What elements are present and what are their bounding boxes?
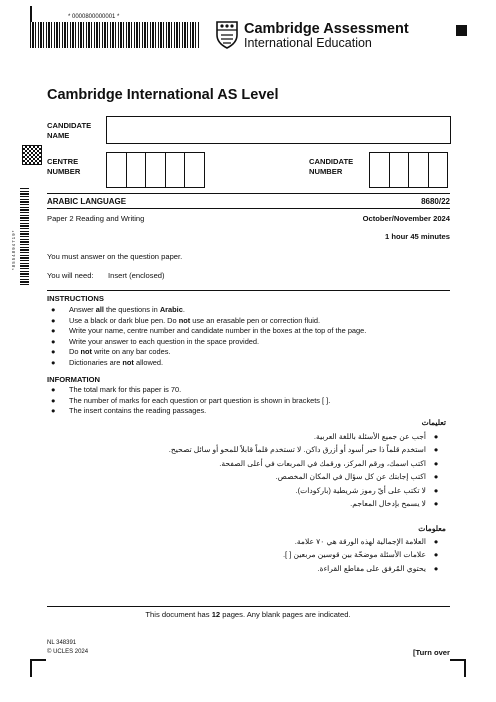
- information-list: [48, 385, 330, 417]
- digit-box[interactable]: [165, 152, 186, 188]
- candidate-name-label: CANDIDATE NAME: [47, 121, 92, 140]
- crop-mark-bottom-left-h: [30, 659, 46, 661]
- crop-mark-bottom-right-h: [450, 659, 466, 661]
- side-barcode-number: * 8 5 5 4 8 9 4 7 1 9 *: [11, 230, 16, 270]
- digit-box[interactable]: [126, 152, 147, 188]
- digit-box[interactable]: [408, 152, 429, 188]
- arabic-instructions-heading: تعليمات: [421, 418, 446, 427]
- paper-name: Paper 2 Reading and Writing: [47, 214, 145, 223]
- centre-number-label: CENTRE NUMBER: [47, 157, 81, 176]
- list-item: ● اكتب إجابتك عن كل سؤال في المكان المخصص.: [275, 472, 439, 482]
- candidate-name-field[interactable]: [106, 116, 451, 144]
- list-item: ● The total mark for this paper is 70.: [51, 385, 182, 394]
- duration: 1 hour 45 minutes: [385, 232, 450, 241]
- divider: [47, 208, 450, 209]
- list-item: ● لا يسمح بإدخال المعاجم.: [350, 499, 439, 509]
- list-item: ● لا تكتب على أيّ رموز شريطية (باركودات).: [295, 485, 439, 495]
- divider: [47, 290, 450, 291]
- arabic-instructions-list: [169, 430, 446, 510]
- side-barcode: [20, 187, 29, 285]
- list-item: ● Write your answer to each question in the space provided.: [51, 336, 260, 346]
- information-heading: INFORMATION: [47, 375, 101, 384]
- arabic-information-heading: معلومات: [418, 524, 446, 533]
- centre-number-boxes[interactable]: [107, 152, 205, 188]
- turn-over: [Turn over: [413, 648, 450, 657]
- list-item: ● استخدم قلماً ذا حبر أسود أو أزرق داكن. لا تستخدم قلماً قابلاً للمحو أو سائل تصحيح.: [168, 445, 439, 455]
- page-title: Cambridge International AS Level: [47, 87, 279, 103]
- list-item: ● The number of marks for each question or part question is shown in brackets [ ].: [51, 395, 331, 405]
- paper-code: 8680/22: [421, 197, 450, 206]
- list-item: ● Write your name, centre number and candidate number in the boxes at the top of the page.: [51, 326, 367, 336]
- list-item: ● اكتب اسمك، ورقم المركز، ورقمك في المربعات في أعلى الصفحة.: [219, 458, 439, 468]
- list-item: ● Answer all the questions in Arabic.: [51, 305, 185, 314]
- crest-icon: [216, 21, 238, 49]
- top-barcode: [30, 22, 200, 48]
- list-item: ● أجب عن جميع الأسئلة باللغة العربية.: [313, 432, 439, 441]
- list-item: ● يحتوي المُرفق على مقاطع القراءة.: [317, 563, 439, 573]
- divider: [47, 193, 450, 194]
- session: October/November 2024: [362, 214, 450, 223]
- list-item: ● العلامة الإجمالية لهذه الورقة هي ٧٠ علامة.: [294, 537, 439, 546]
- candidate-number-label: CANDIDATE NUMBER: [309, 157, 354, 176]
- list-item: ● The insert contains the reading passages.: [51, 406, 207, 416]
- barcode-number: * 0000800000001 *: [68, 14, 120, 20]
- digit-box[interactable]: [389, 152, 410, 188]
- list-item: ● Use a black or dark blue pen. Do not use an erasable pen or correction fluid.: [51, 315, 321, 325]
- crop-mark-bottom-left: [30, 659, 32, 677]
- digit-box[interactable]: [184, 152, 205, 188]
- arabic-information-list: [283, 535, 446, 575]
- page-count-note: This document has 12 pages. Any blank pages are indicated.: [145, 610, 351, 619]
- logo-line2: International Education: [244, 36, 372, 50]
- reference-code: NL 348391: [47, 640, 77, 646]
- list-item: ● Dictionaries are not allowed.: [51, 357, 164, 367]
- crop-mark-bottom-right: [464, 659, 466, 677]
- digit-box[interactable]: [106, 152, 127, 188]
- need-label: You will need:: [47, 271, 94, 280]
- registration-square: [456, 25, 467, 36]
- instructions-list: [48, 305, 366, 369]
- cambridge-logo: [216, 19, 456, 51]
- digit-box[interactable]: [145, 152, 166, 188]
- divider: [47, 606, 450, 607]
- digit-box[interactable]: [428, 152, 449, 188]
- list-item: ● Do not write on any bar codes.: [51, 347, 171, 357]
- qr-code: [22, 145, 42, 165]
- instructions-heading: INSTRUCTIONS: [47, 294, 104, 303]
- subject: ARABIC LANGUAGE: [47, 197, 127, 206]
- logo-line1: Cambridge Assessment: [244, 21, 409, 37]
- copyright: © UCLES 2024: [47, 649, 89, 655]
- candidate-number-boxes[interactable]: [370, 152, 448, 188]
- need-value: Insert (enclosed): [108, 271, 165, 280]
- answer-note: You must answer on the question paper.: [47, 252, 183, 261]
- digit-box[interactable]: [369, 152, 390, 188]
- list-item: ● علامات الأسئلة موضحّة بين قوسين مربعين [ ].: [282, 550, 439, 560]
